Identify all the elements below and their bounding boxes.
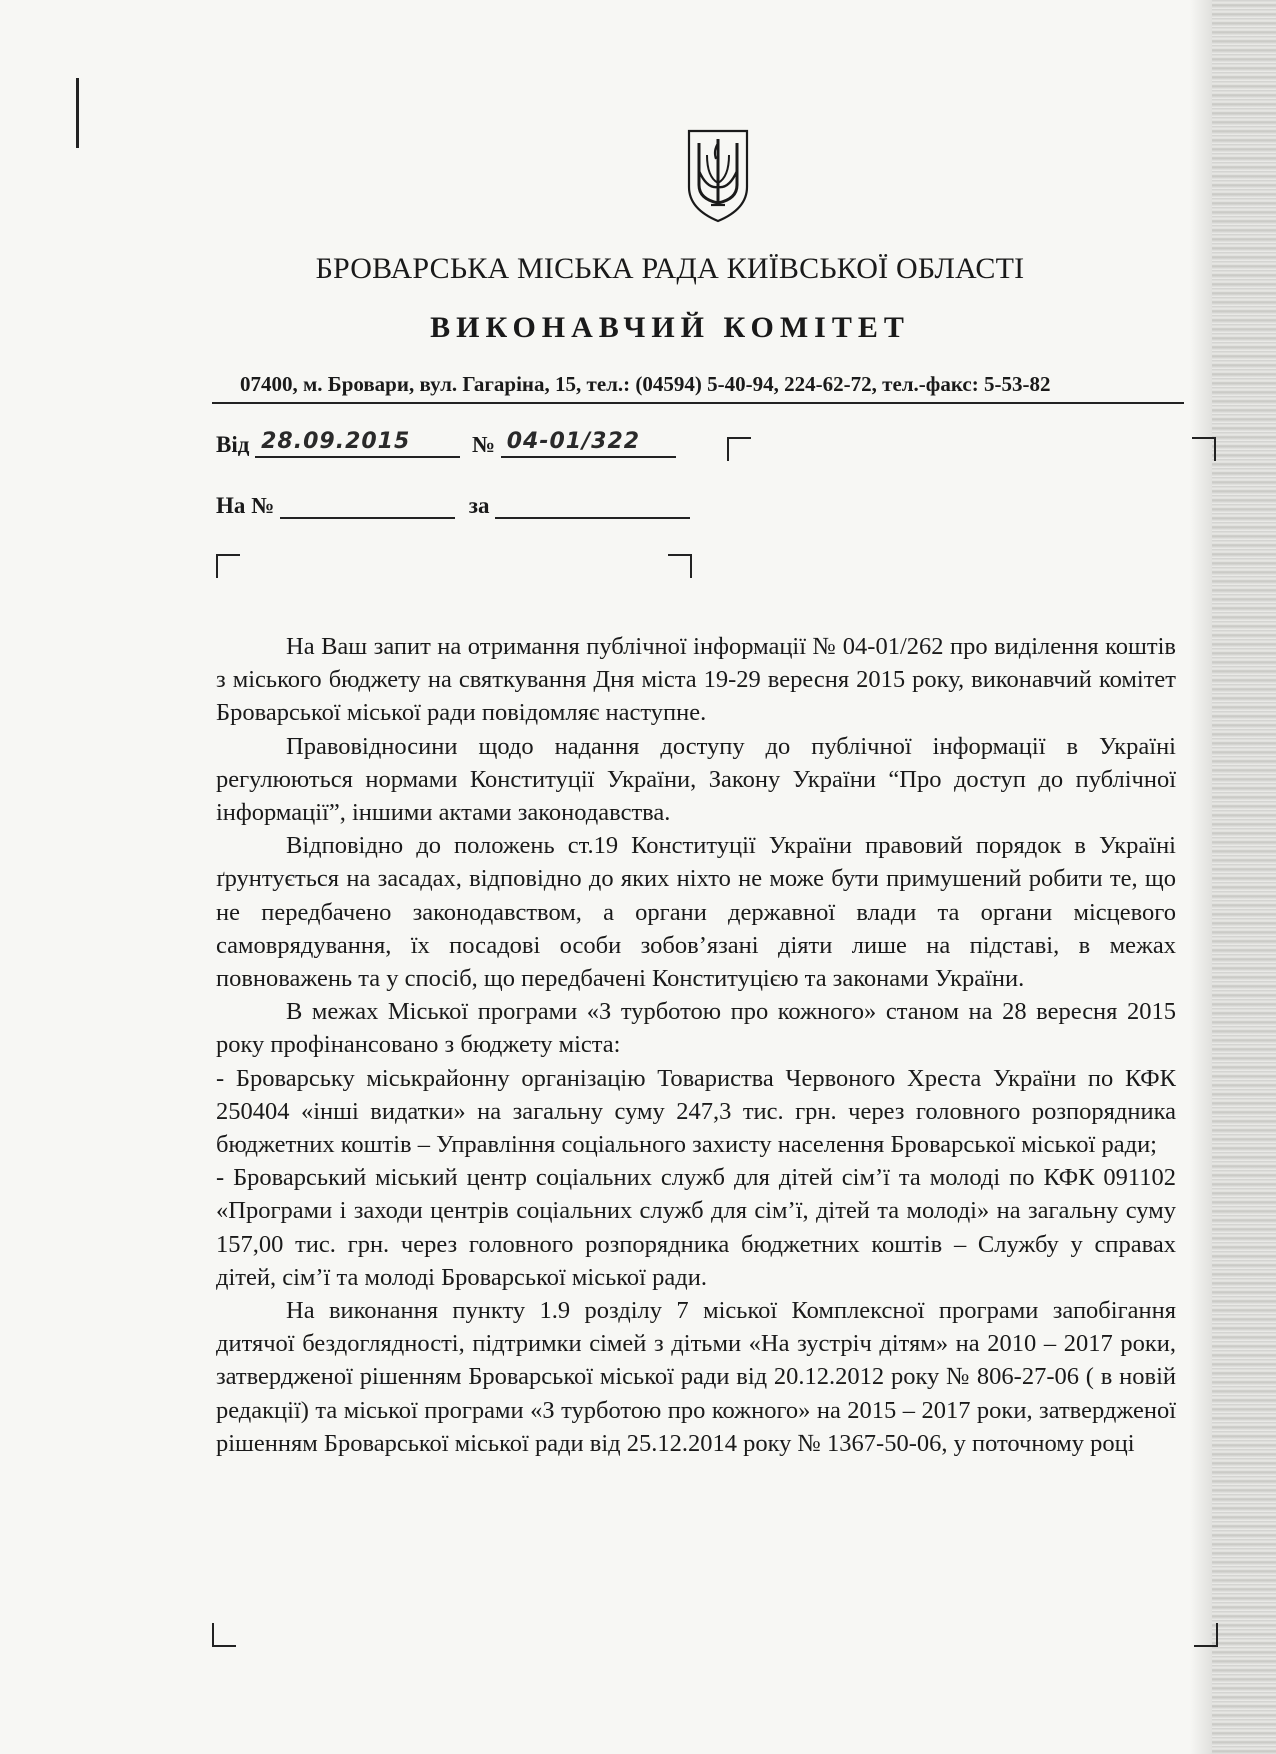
date-field [255,429,460,458]
corner-mark [1192,437,1216,461]
paragraph: Правовідносини щодо надання доступу до публічної інформації в Україні регулюються нормами Конституції України, Закону України “Про доступ до публічної інформації”, іншими актами законодавства. [216,732,1176,827]
paragraph: На Ваш запит на отримання публічної інформації № 04-01/262 про виділення коштів з міського бюджету на святкування Дня міста 19-29 вересня 2015 року, виконавчий комітет Броварської міської ради повідомляє наступне. [216,633,1176,727]
corner-mark [212,1623,236,1647]
corner-mark [727,437,751,461]
from-label: Від [216,432,250,457]
number-field [501,429,676,458]
paragraph: - Броварську міськрайонну організацію Товариства Червоного Хреста України по КФК 250404 «інші видатки» на загальну суму 247,3 тис. грн. через головного розпорядника бюджетних коштів – Управління соціального захисту населення Броварської міської ради; [216,1064,1176,1159]
paragraph: Відповідно до положень ст.19 Конституції України правовий порядок в Україні ґрунтується на засадах, відповідно до яких ніхто не може бути примушений робити те, що не передбачено законодавством, а органи державної влади та органи місцевого самоврядування, їх посадові особи зобов’язані діяти лише на підставі, в межах повноважень та у спосіб, що передбачені Конституцією та законами України. [216,832,1176,993]
paragraph: На виконання пункту 1.9 розділу 7 міської Комплексної програми запобігання дитячої бездоглядності, підтримки сімей з дітьми «На зустріч дітям» на 2010 – 2017 роки, затвердженої рішенням Броварської міської ради від 20.12.2012 року № 806-27-06 ( в новій редакції) та міської програми «З турботою про кожного» на 2015 – 2017 роки, затвердженої рішенням Броварської міської ради від 25.12.2014 року № 1367-50-06, у поточному році [216,1297,1176,1457]
paragraph: - Броварський міський центр соціальних служб для дітей сім’ї та молоді по КФК 091102 «Програми і заходи центрів соціальних служб для сім’ї, дітей та молоді» на загальну суму 157,00 тис. грн. через головного розпорядника бюджетних коштів – Службу у справах дітей, сім’ї та молоді Броварської міської ради. [216,1164,1176,1291]
corner-mark [668,554,692,578]
reply-date-field [495,493,690,519]
reply-number-field [280,493,455,519]
reply-date-label: за [468,493,490,518]
reply-number-label: На № [216,493,275,518]
header-divider [212,402,1184,404]
council-title: БРОВАРСЬКА МІСЬКА РАДА КИЇВСЬКОЇ ОБЛАСТІ [315,252,1025,285]
council-address: 07400, м. Бровари, вул. Гагаріна, 15, тел.: (04594) 5-40-94, 224-62-72, тел.-факс: 5-53-82 [240,372,1051,396]
committee-title: ВИКОНАВЧИЙ КОМІТЕТ [430,311,910,344]
margin-mark [76,78,79,148]
tryzub-icon [683,125,753,225]
number-label: № [471,432,495,457]
incoming-reference-line [216,493,690,519]
corner-mark [216,554,240,578]
handwritten-number: 04-01/322 [506,429,641,454]
paragraph: В межах Міської програми «З турботою про кожного» станом на 28 вересня 2015 року профінансовано з бюджету міста: [216,998,1176,1059]
scan-edge-gradient [1190,0,1212,1754]
corner-mark [1194,1623,1218,1647]
outgoing-reference-line [216,429,676,458]
letter-body [216,630,1176,1460]
scan-edge-shadow [1212,0,1276,1754]
handwritten-date: 28.09.2015 [261,429,411,454]
